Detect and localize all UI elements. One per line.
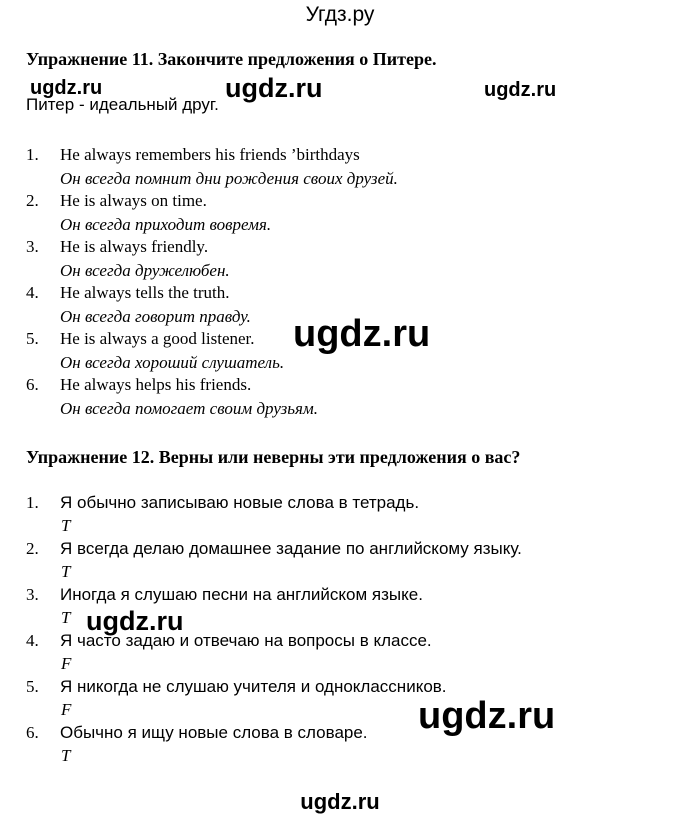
answer-mark: T xyxy=(61,608,71,627)
statement: Я часто задаю и отвечаю на вопросы в классе. xyxy=(60,631,432,650)
item-number: 3. xyxy=(26,237,39,256)
watermark: ugdz.ru xyxy=(418,695,556,737)
russian-translation: Он всегда говорит правду. xyxy=(60,307,251,326)
exercise-12-heading: Упражнение 12. Верны или неверны эти предложения о вас? xyxy=(26,447,521,467)
item-number: 3. xyxy=(26,585,39,604)
answer-mark: T xyxy=(61,746,71,765)
statement: Я никогда не слушаю учителя и одноклассников. xyxy=(60,677,447,696)
watermark: ugdz.ru xyxy=(293,313,431,355)
item-number: 1. xyxy=(26,493,39,512)
item-number: 5. xyxy=(26,677,39,696)
item-number: 6. xyxy=(26,723,39,742)
site-title: Угдз.ру xyxy=(305,3,375,26)
item-number: 4. xyxy=(26,283,39,302)
item-number: 2. xyxy=(26,539,39,558)
english-sentence: He always helps his friends. xyxy=(60,375,252,394)
watermark: ugdz.ru xyxy=(484,79,557,101)
russian-translation: Он всегда дружелюбен. xyxy=(60,261,230,280)
item-number: 2. xyxy=(26,191,39,210)
item-number: 1. xyxy=(26,145,39,164)
statement: Я всегда делаю домашнее задание по английскому языку. xyxy=(60,539,522,558)
english-sentence: He is always friendly. xyxy=(60,237,209,256)
statement: Иногда я слушаю песни на английском языке. xyxy=(60,585,423,604)
item-number: 5. xyxy=(26,329,39,348)
answer-mark: T xyxy=(61,562,71,581)
english-sentence: He is always on time. xyxy=(60,191,207,210)
answer-mark: F xyxy=(61,654,72,673)
answer-mark: T xyxy=(61,516,71,535)
watermark: ugdz.ru xyxy=(225,73,323,103)
watermark: ugdz.ru xyxy=(30,77,103,99)
item-number: 6. xyxy=(26,375,39,394)
russian-translation: Он всегда помнит дни рождения своих друзей. xyxy=(60,169,398,188)
russian-translation: Он всегда приходит вовремя. xyxy=(60,215,272,234)
answer-mark: F xyxy=(61,700,72,719)
item-number: 4. xyxy=(26,631,39,650)
russian-translation: Он всегда хороший слушатель. xyxy=(60,353,285,372)
english-sentence: He is always a good listener. xyxy=(60,329,255,348)
english-sentence: He always remembers his friends ’birthdays xyxy=(60,145,360,164)
exercise-11-intro: Питер - идеальный друг. xyxy=(26,95,219,114)
watermark: ugdz.ru xyxy=(86,606,184,636)
russian-translation: Он всегда помогает своим друзьям. xyxy=(60,399,319,418)
footer-link[interactable]: ugdz.ru xyxy=(300,789,380,814)
statement: Я обычно записываю новые слова в тетрадь. xyxy=(60,493,420,512)
statement: Обычно я ищу новые слова в словаре. xyxy=(60,723,368,742)
english-sentence: He always tells the truth. xyxy=(60,283,230,302)
exercise-11-heading: Упражнение 11. Закончите предложения о Питере. xyxy=(26,49,437,69)
